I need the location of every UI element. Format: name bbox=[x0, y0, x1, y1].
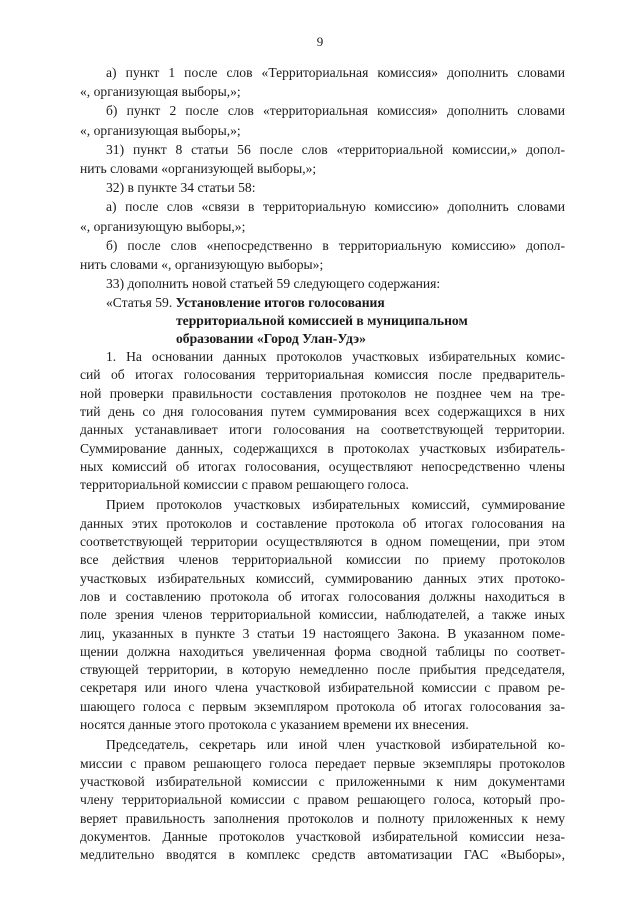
article-title-line: образовании «Город Улан-Удэ» bbox=[176, 331, 366, 346]
text-line: ной проверки правильности составления протоколов не позднее чем на тре- bbox=[80, 385, 565, 401]
article-title-line: Установление итогов голосования bbox=[175, 295, 385, 310]
text-line: «, организующая выборы,»; bbox=[80, 84, 241, 100]
text-line: Суммирование данных, содержащихся в протоколах участковых избиратель- bbox=[80, 440, 565, 456]
text-line: нить словами «, организующую выборы»; bbox=[80, 257, 324, 272]
text-line: миссии с правом решающего голоса передает первые экземпляры протоколов bbox=[80, 755, 565, 771]
text-line: б) пункт 2 после слов «территориальная комиссия» дополнить словами bbox=[106, 103, 565, 119]
text-line: участковых избирательных комиссий, суммированию данных этих протоко- bbox=[80, 570, 565, 586]
article-heading bbox=[106, 294, 385, 311]
text-line: секретаря или иного члена участковой избирательной комиссии с правом ре- bbox=[80, 680, 565, 696]
text-line: медлительно вводятся в комплекс средств автоматизации ГАС «Выборы», bbox=[80, 847, 565, 863]
text-line: ствующей территории, в которую немедленно после прибытия председателя, bbox=[80, 662, 565, 678]
text-line: ных комиссий об итогах голосования, осуществляют непосредственно члены bbox=[80, 458, 565, 474]
article-title-line: территориальной комиссией в муниципальном bbox=[176, 313, 468, 328]
text-line: а) после слов «связи в территориальную комиссию» дополнить словами bbox=[106, 199, 565, 215]
text-line: 1. На основании данных протоколов участковых избирательных комис- bbox=[106, 349, 565, 364]
text-line: данных устанавливает итоги голосования на соответствующей территории. bbox=[80, 422, 565, 438]
text-line: все действия членов территориальной комиссии по приему протоколов bbox=[80, 552, 565, 568]
text-line: члену территориальной комиссии с правом решающего голоса, который про- bbox=[80, 792, 565, 808]
text-line: соответствующей территории осуществляются в одном помещении, при этом bbox=[80, 534, 565, 549]
text-line: а) пункт 1 после слов «Территориальная комиссия» дополнить словами bbox=[106, 65, 565, 80]
text-line: «, организующая выборы,»; bbox=[80, 122, 241, 138]
text-line: носятся данные этого протокола с указанием времени их внесения. bbox=[80, 717, 469, 732]
text-line: б) после слов «непосредственно в территориальную комиссию» допол- bbox=[106, 237, 565, 253]
text-line: щении должна находиться увеличенная форма сводной таблицы по соответ- bbox=[80, 643, 565, 659]
text-line: территориальной комиссии с правом решающего голоса. bbox=[80, 477, 409, 493]
text-line: поле зрения членов территориальной комиссии, наблюдателей, а также иных bbox=[80, 607, 565, 623]
text-line: данных этих протоколов и составление протокола об итогах голосования на bbox=[80, 515, 565, 531]
text-line: нить словами «организующей выборы,»; bbox=[80, 161, 317, 176]
page-number: 9 bbox=[316, 34, 324, 49]
text-line: участковой избирательной комиссии с приложенными к ним документами bbox=[80, 773, 565, 789]
text-line: «, организующую выборы,»; bbox=[80, 218, 246, 234]
text-line: шающего голоса с первым экземпляром протокола об итогах голосования за- bbox=[80, 698, 565, 714]
text-line: тий день со дня голосования путем суммирования всех содержащихся в них bbox=[80, 403, 565, 419]
text-line: 33) дополнить новой статьей 59 следующего содержания: bbox=[106, 276, 441, 292]
text-line: лов и составлению протокола об итогах голосования должны находиться в bbox=[80, 588, 565, 604]
text-line: 32) в пункте 34 статьи 58: bbox=[106, 180, 256, 196]
text-line: Прием протоколов участковых избирательных комиссий, суммирование bbox=[106, 497, 565, 513]
text-line: лиц, указанных в пункте 3 статьи 19 настоящего Закона. В указанном поме- bbox=[80, 625, 565, 641]
text-line: веряет правильность заполнения протоколов и полноту приложенных к нему bbox=[80, 810, 565, 826]
text-line: Председатель, секретарь или иной член участковой избирательной ко- bbox=[106, 737, 565, 753]
text-line: сий об итогах голосования территориальная комиссия после предваритель- bbox=[80, 367, 565, 383]
text-line: документов. Данные протоколов участковой избирательной комиссии неза- bbox=[80, 828, 565, 844]
article-prefix: «Статья 59. bbox=[106, 295, 173, 310]
text-line: 31) пункт 8 статьи 56 после слов «территориальной комиссии,» допол- bbox=[106, 141, 565, 157]
